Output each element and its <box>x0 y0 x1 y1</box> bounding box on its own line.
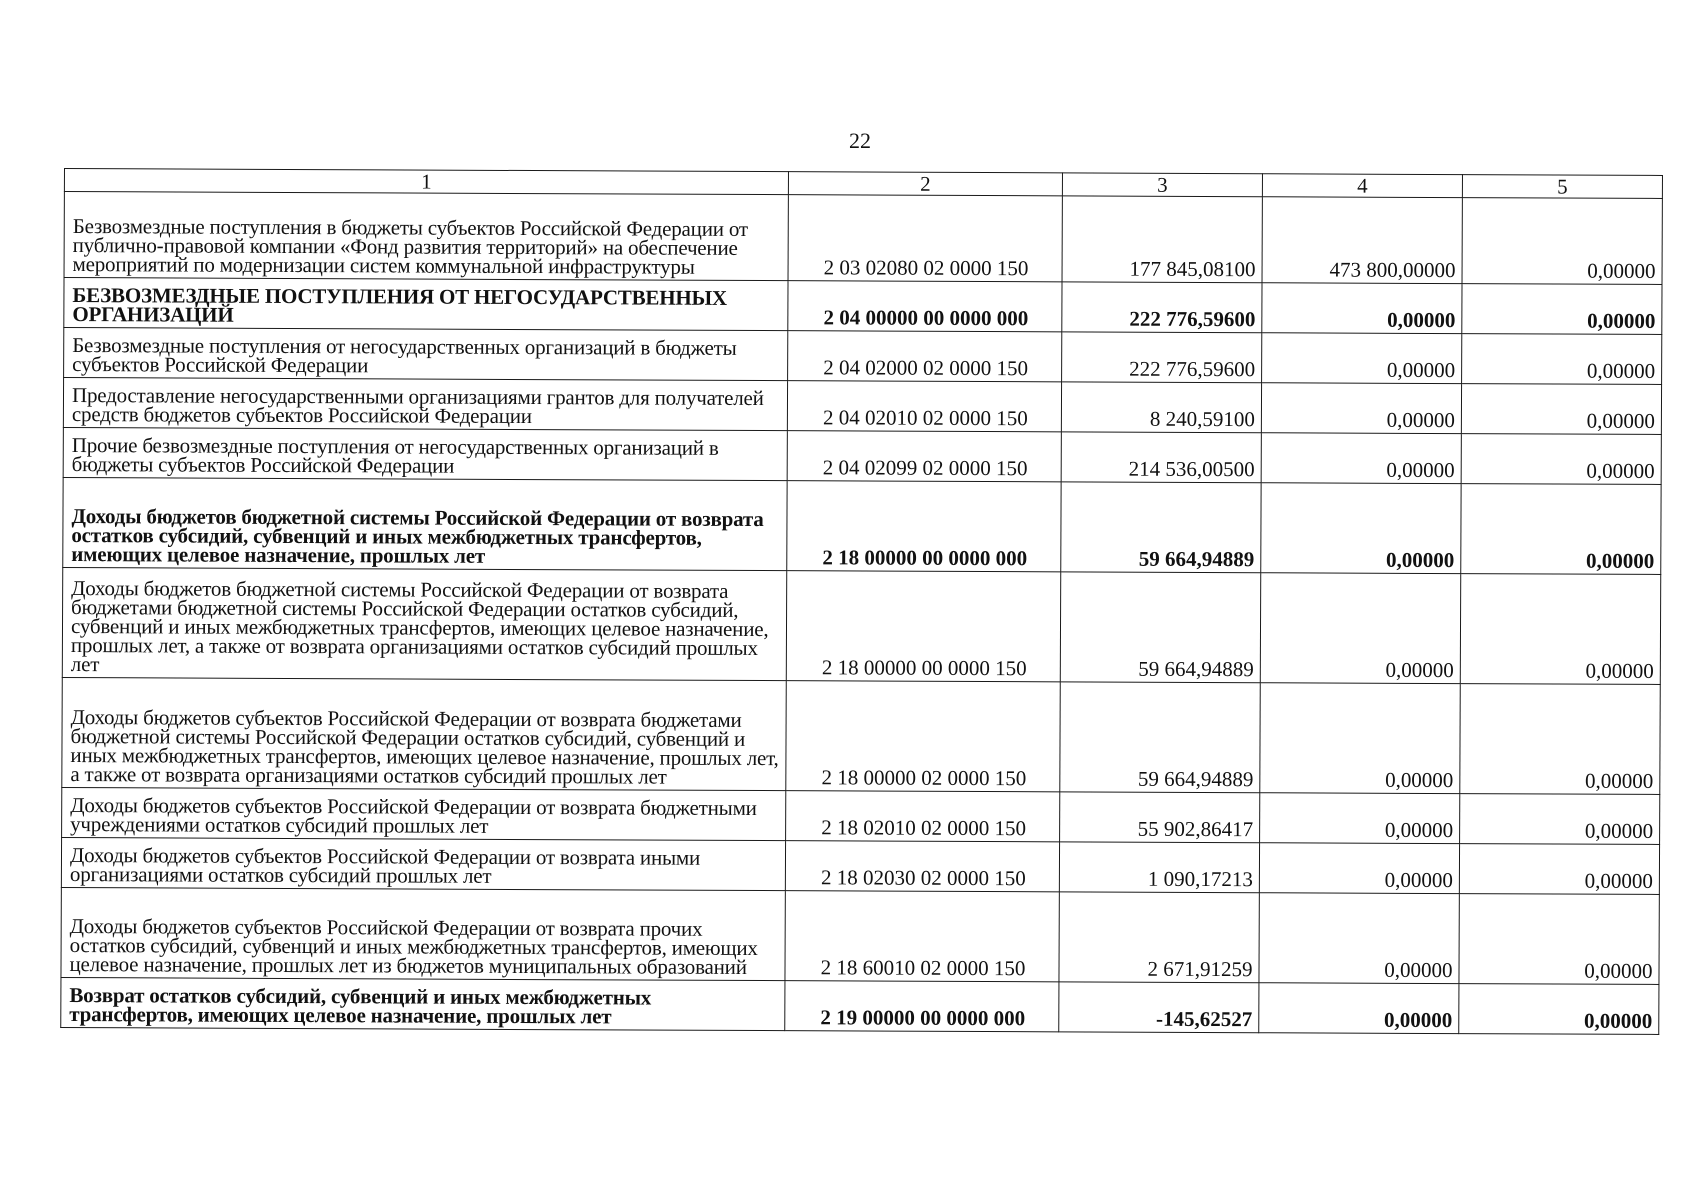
budget-code-cell: 2 19 00000 00 0000 000 <box>785 981 1059 1032</box>
amount-col4-cell: 0,00000 <box>1260 573 1460 684</box>
table-row <box>64 192 1662 285</box>
amount-col3-cell: -145,62527 <box>1059 982 1259 1033</box>
table-row <box>61 977 1659 1034</box>
budget-code-cell: 2 18 00000 00 0000 150 <box>786 571 1060 682</box>
amount-col3-cell: 2 671,91259 <box>1059 892 1259 983</box>
budget-code-cell: 2 18 60010 02 0000 150 <box>785 891 1059 982</box>
amount-col5-cell: 0,00000 <box>1461 484 1661 575</box>
amount-col5-cell: 0,00000 <box>1461 434 1661 485</box>
budget-code-cell: 2 18 00000 02 0000 150 <box>786 681 1060 792</box>
amount-col3-cell: 8 240,59100 <box>1061 382 1261 433</box>
amount-col3-cell: 222 776,59600 <box>1062 332 1262 383</box>
income-name-cell: Безвозмездные поступления в бюджеты субъектов Российской Федерации от публично-правовой компании «Фонд развития территорий» на обеспечение мероприятий по модернизации систем коммунальной инфраструктуры <box>64 192 788 281</box>
amount-col3-cell: 1 090,17213 <box>1059 842 1259 893</box>
amount-col4-cell: 0,00000 <box>1259 983 1459 1034</box>
amount-col3-cell: 55 902,86417 <box>1060 792 1260 843</box>
amount-col4-cell: 0,00000 <box>1261 433 1461 484</box>
amount-col5-cell: 0,00000 <box>1460 794 1660 845</box>
amount-col4-cell: 0,00000 <box>1259 843 1459 894</box>
table-row <box>62 567 1660 684</box>
amount-col3-cell: 59 664,94889 <box>1060 682 1260 793</box>
column-header-3: 3 <box>1062 173 1262 197</box>
amount-col3-cell: 214 536,00500 <box>1061 432 1261 483</box>
income-name-cell: Безвозмездные поступления от негосударственных организаций в бюджеты субъектов Российской Федерации <box>64 328 788 381</box>
table-row <box>61 887 1659 984</box>
income-name-cell: Доходы бюджетов бюджетной системы Российской Федерации от возврата бюджетами бюджетной системы Российской Федерации остатков субсидий, субвенций и иных межбюджетных трансфертов, имеющих целевое назначение, прошлых лет, а также от возврата организациями остатков субсидий прошлых лет <box>62 567 786 680</box>
amount-col4-cell: 0,00000 <box>1261 383 1461 434</box>
column-header-5: 5 <box>1462 175 1662 199</box>
table-row <box>64 328 1662 385</box>
income-name-cell: БЕЗВОЗМЕЗДНЫЕ ПОСТУПЛЕНИЯ ОТ НЕГОСУДАРСТВЕННЫХ ОРГАНИЗАЦИЙ <box>64 278 788 331</box>
amount-col5-cell: 0,00000 <box>1460 574 1660 685</box>
income-name-cell: Доходы бюджетов субъектов Российской Федерации от возврата бюджетными учреждениями остатков субсидий прошлых лет <box>62 787 786 840</box>
budget-code-cell: 2 18 00000 00 0000 000 <box>787 481 1061 572</box>
amount-col4-cell: 0,00000 <box>1261 483 1461 574</box>
column-header-2: 2 <box>788 172 1062 196</box>
income-name-cell: Доходы бюджетов субъектов Российской Федерации от возврата прочих остатков субсидий, субвенций и иных межбюджетных трансфертов, имеющих целевое назначение, прошлых лет из бюджетов муниципальных образований <box>61 887 785 980</box>
income-name-cell: Доходы бюджетов субъектов Российской Федерации от возврата бюджетами бюджетной системы Российской Федерации остатков субсидий, субвенций и иных межбюджетных трансфертов, имеющих целевое назначение, прошлых лет, а также от возврата организациями остатков субсидий прошлых лет <box>62 677 786 790</box>
amount-col5-cell: 0,00000 <box>1462 334 1662 385</box>
budget-code-cell: 2 03 02080 02 0000 150 <box>788 195 1062 282</box>
amount-col5-cell: 0,00000 <box>1459 844 1659 895</box>
table-row <box>61 837 1659 894</box>
income-name-cell: Прочие безвозмездные поступления от негосударственных организаций в бюджеты субъектов Российской Федерации <box>63 427 787 480</box>
column-header-4: 4 <box>1262 174 1462 198</box>
amount-col3-cell: 59 664,94889 <box>1060 572 1260 683</box>
table-row <box>63 477 1661 574</box>
amount-col4-cell: 0,00000 <box>1262 333 1462 384</box>
budget-code-cell: 2 04 02000 02 0000 150 <box>788 331 1062 382</box>
budget-code-cell: 2 18 02010 02 0000 150 <box>786 791 1060 842</box>
table-row <box>62 677 1660 794</box>
budget-income-table <box>60 168 1663 1035</box>
page-number: 22 <box>849 128 871 153</box>
amount-col5-cell: 0,00000 <box>1459 984 1659 1035</box>
amount-col3-cell: 222 776,59600 <box>1062 282 1262 333</box>
amount-col5-cell: 0,00000 <box>1462 198 1662 285</box>
table-row <box>62 787 1660 844</box>
amount-col5-cell: 0,00000 <box>1461 384 1661 435</box>
amount-col4-cell: 473 800,00000 <box>1262 197 1462 284</box>
amount-col5-cell: 0,00000 <box>1462 284 1662 335</box>
income-name-cell: Доходы бюджетов бюджетной системы Российской Федерации от возврата остатков субсидий, субвенций и иных межбюджетных трансфертов, имеющих целевое назначение, прошлых лет <box>63 477 787 570</box>
amount-col5-cell: 0,00000 <box>1459 894 1659 985</box>
income-name-cell: Предоставление негосударственными организациями грантов для получателей средств бюджетов субъектов Российской Федерации <box>63 378 787 431</box>
amount-col4-cell: 0,00000 <box>1262 283 1462 334</box>
table-row <box>63 378 1661 435</box>
budget-code-cell: 2 04 02099 02 0000 150 <box>787 431 1061 482</box>
amount-col4-cell: 0,00000 <box>1260 683 1460 794</box>
budget-code-cell: 2 04 02010 02 0000 150 <box>787 381 1061 432</box>
amount-col5-cell: 0,00000 <box>1460 684 1660 795</box>
column-header-1: 1 <box>64 169 788 195</box>
budget-code-cell: 2 04 00000 00 0000 000 <box>788 281 1062 332</box>
table-row <box>63 427 1661 484</box>
amount-col3-cell: 59 664,94889 <box>1061 482 1261 573</box>
income-name-cell: Возврат остатков субсидий, субвенций и иных межбюджетных трансфертов, имеющих целевое назначение, прошлых лет <box>61 977 785 1030</box>
amount-col3-cell: 177 845,08100 <box>1062 196 1262 283</box>
amount-col4-cell: 0,00000 <box>1259 893 1459 984</box>
income-name-cell: Доходы бюджетов субъектов Российской Федерации от возврата иными организациями остатков субсидий прошлых лет <box>61 837 785 890</box>
budget-code-cell: 2 18 02030 02 0000 150 <box>785 841 1059 892</box>
amount-col4-cell: 0,00000 <box>1260 793 1460 844</box>
table-row <box>64 278 1662 335</box>
